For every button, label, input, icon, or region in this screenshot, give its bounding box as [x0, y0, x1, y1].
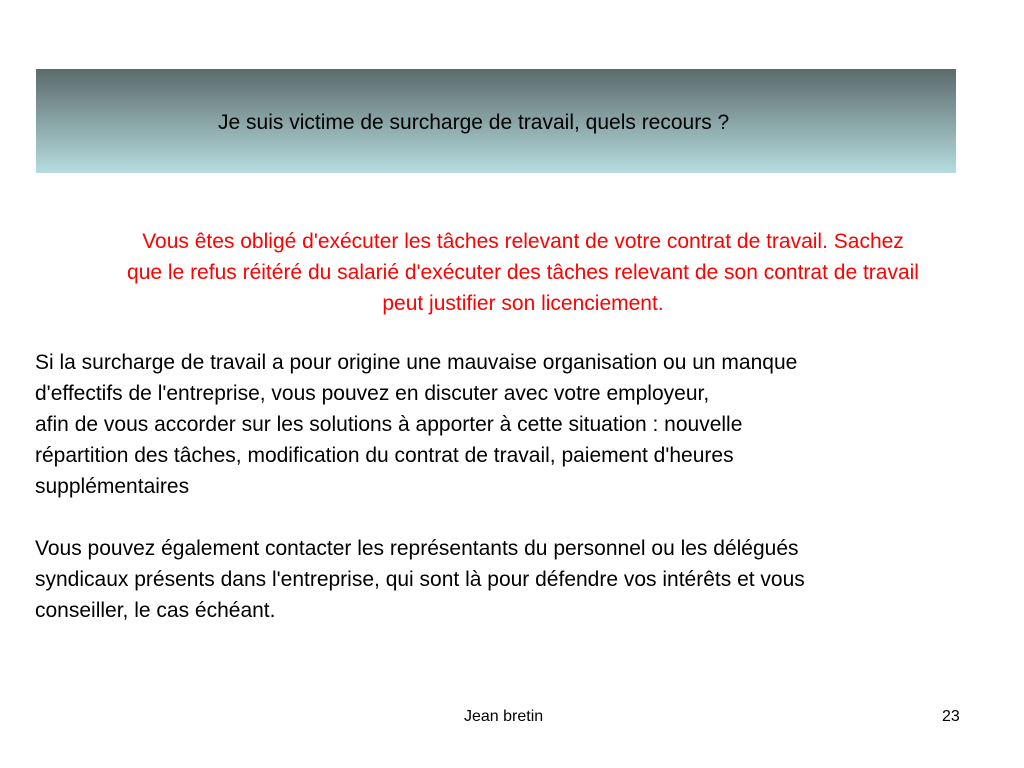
- paragraph-line: conseiller, le cas échéant.: [35, 599, 276, 622]
- paragraph-line: syndicaux présents dans l'entreprise, qui sont là pour défendre vos intérêts et vous: [35, 568, 805, 591]
- paragraph-line: d'effectifs de l'entreprise, vous pouvez en discuter avec votre employeur,: [35, 382, 710, 405]
- slide-title: Je suis victime de surcharge de travail, quels recours ?: [218, 111, 730, 134]
- body-paragraph-organisation: [35, 347, 995, 502]
- paragraph-line: Si la surcharge de travail a pour origine une mauvaise organisation ou un manque: [35, 351, 798, 374]
- warning-line: Vous êtes obligé d'exécuter les tâches relevant de votre contrat de travail. Sachez: [142, 230, 904, 253]
- paragraph-line: afin de vous accorder sur les solutions à apporter à cette situation : nouvelle: [35, 413, 743, 436]
- paragraph-line: répartition des tâches, modification du contrat de travail, paiement d'heures: [35, 444, 734, 467]
- warning-line: que le refus réitéré du salarié d'exécuter des tâches relevant de son contrat de travail: [127, 261, 919, 284]
- paragraph-line: supplémentaires: [35, 475, 190, 498]
- footer-author: Jean bretin: [464, 708, 544, 725]
- warning-paragraph: [30, 226, 1016, 319]
- warning-line: peut justifier son licenciement.: [382, 292, 664, 315]
- paragraph-line: Vous pouvez également contacter les représentants du personnel ou les délégués: [35, 537, 799, 560]
- footer-page-number: 23: [942, 708, 960, 725]
- body-paragraph-representatives: [35, 533, 995, 626]
